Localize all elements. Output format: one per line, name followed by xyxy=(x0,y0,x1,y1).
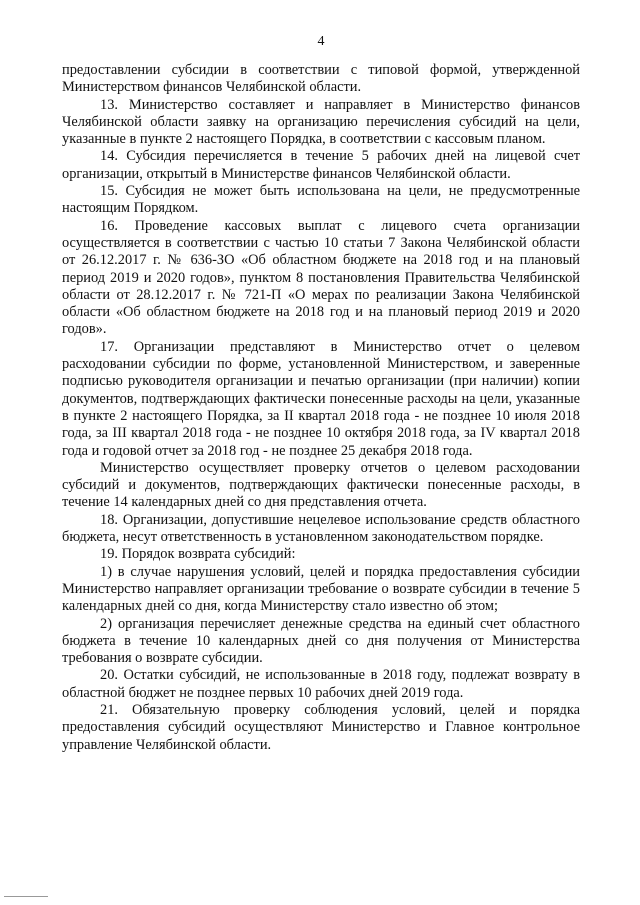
paragraph-20: 20. Остатки субсидий, не использованные в 2018 году, подлежат возврату в областной бюджет не позднее первых 10 рабочих дней 2019 года. xyxy=(62,667,580,701)
paragraph-13: 13. Министерство составляет и направляет в Министерство финансов Челябинской области заявку на организацию перечисления субсидий на цели, указанные в пункте 2 настоящего Порядка, в соответствии с кассовым планом. xyxy=(62,96,580,148)
paragraph-19-item-1: 1) в случае нарушения условий, целей и порядка предоставления субсидии Министерство направляет организации требование о возврате субсидии в течение 5 календарных дней со дня, когда Министерству стало известно об этом; xyxy=(62,563,580,615)
paragraph-19: 19. Порядок возврата субсидий: xyxy=(100,546,296,563)
footer-divider xyxy=(4,896,48,897)
paragraph-14: 14. Субсидия перечисляется в течение 5 рабочих дней на лицевой счет организации, открытый в Министерстве финансов Челябинской области. xyxy=(62,148,580,182)
paragraph-19-item-2: 2) организация перечисляет денежные средства на единый счет областного бюджета в течение 10 календарных дней со дня получения от Министерства требования о возврате субсидии. xyxy=(62,615,580,667)
paragraph-17-verification: Министерство осуществляет проверку отчетов о целевом расходовании субсидий и документов, подтверждающих фактически понесенные расходы, в течение 14 календарных дней со дня представления отчета. xyxy=(62,459,580,511)
paragraph-18: 18. Организации, допустившие нецелевое использование средств областного бюджета, несут ответственность в установленном законодательством порядке. xyxy=(62,511,580,546)
paragraph-17: 17. Организации представляют в Министерство отчет о целевом расходовании субсидии по форме, установленной Министерством, и заверенные подписью руководителя организации и печатью организации (при наличии) копии документов, подтверждающих фактически понесенные расходы на цели, указанные в пункте 2 настоящего Порядка, за II квартал 2018 года - не позднее 10 июля 2018 года, за III квартал 2018 года - не позднее 10 октября 2018 года, за IV квартал 2018 года и годовой отчет за 2018 год - не позднее 25 декабря 2018 года. xyxy=(62,338,580,459)
page-number: 4 xyxy=(317,34,325,49)
paragraph-16: 16. Проведение кассовых выплат с лицевого счета организации осуществляется в соответствии с частью 10 статьи 7 Закона Челябинской области от 26.12.2017 г. № 636-ЗО «Об областном бюджете на 2018 год и на плановый период 2019 и 2020 годов», пунктом 8 постановления Правительства Челябинской области от 28.12.2017 г. № 721-П «О мерах по реализации Закона Челябинской области «Об областном бюджете на 2018 год и на плановый период 2019 и 2020 годов». xyxy=(62,217,580,338)
paragraph-12-continued: предоставлении субсидии в соответствии с типовой формой, утвержденной Министерством финансов Челябинской области. xyxy=(62,62,580,96)
paragraph-21: 21. Обязательную проверку соблюдения условий, целей и порядка предоставления субсидий осуществляют Министерство и Главное контрольное управление Челябинской области. xyxy=(62,701,580,753)
paragraph-15: 15. Субсидия не может быть использована на цели, не предусмотренные настоящим Порядком. xyxy=(62,183,580,217)
